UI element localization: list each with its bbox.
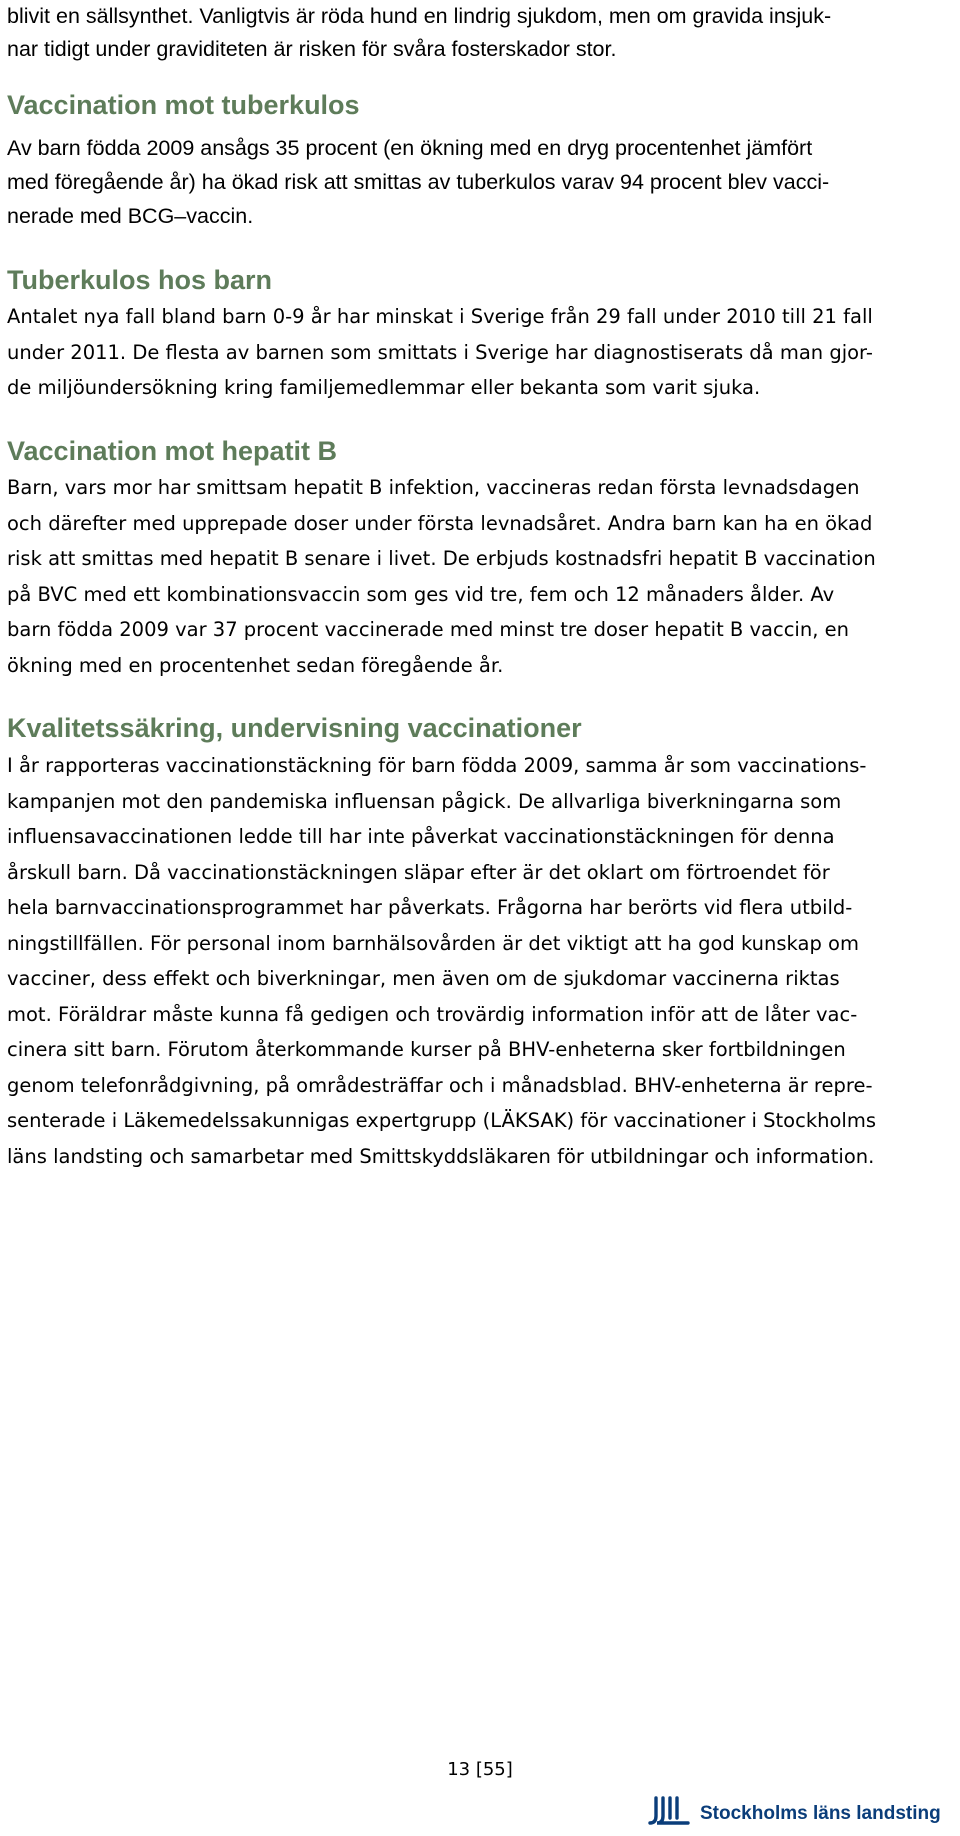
text-line: de miljöundersökning kring familjemedlemmar eller bekanta som varit sjuka. — [7, 376, 761, 399]
section-heading-hepatit-b: Vaccination mot hepatit B — [7, 436, 338, 466]
section-paragraph — [7, 470, 876, 683]
section-paragraph — [7, 299, 873, 406]
section-paragraph — [7, 748, 876, 1174]
text-line: cinera sitt barn. Förutom återkommande kurser på BHV-enheterna sker fortbildningen — [7, 1038, 846, 1061]
organization-logo — [648, 1796, 941, 1831]
text-line: årskull barn. Då vaccinationstäckningen släpar efter är det oklart om förtroendet för — [7, 860, 830, 884]
intro-paragraph — [7, 0, 831, 66]
text-line: I år rapporteras vaccinationstäckning för barn födda 2009, samma år som vaccinations- — [7, 754, 867, 777]
section-heading-kvalitetssakring: Kvalitetssäkring, undervisning vaccinationer — [7, 713, 582, 743]
text-line: Antalet nya fall bland barn 0-9 år har minskat i Sverige från 29 fall under 2010 till 21 fall — [7, 305, 873, 328]
page-number: 13 [55] — [447, 1759, 513, 1780]
text-line: kampanjen mot den pandemiska influensan pågick. De allvarliga biverkningarna som — [7, 789, 842, 813]
text-line: Barn, vars mor har smittsam hepatit B infektion, vaccineras redan första levnadsdagen — [7, 476, 860, 499]
text-line: läns landsting och samarbetar med Smittskyddsläkaren för utbildningar och information. — [7, 1144, 875, 1168]
text-line: influensavaccinationen ledde till har inte påverkat vaccinationstäckningen för denna — [7, 825, 835, 848]
text-line: nar tidigt under graviditeten är risken för svåra fosterskador stor. — [7, 37, 617, 61]
text-line: senterade i Läkemedelssakunnigas expertgrupp (LÄKSAK) för vaccinationer i Stockholms — [7, 1109, 876, 1132]
text-line: vacciner, dess effekt och biverkningar, men även om de sjukdomar vaccinerna riktas — [7, 967, 840, 990]
text-line: ökning med en procentenhet sedan föregående år. — [7, 653, 504, 677]
text-line: under 2011. De flesta av barnen som smittats i Sverige har diagnostiserats då man gjor- — [7, 340, 873, 364]
text-line: barn födda 2009 var 37 procent vaccinerade med minst tre doser hepatit B vaccin, en — [7, 618, 849, 641]
logo-text: Stockholms läns landsting — [700, 1802, 941, 1824]
text-line: mot. Föräldrar måste kunna få gedigen och trovärdig information inför att de låter vac- — [7, 1002, 858, 1026]
text-line: Av barn födda 2009 ansågs 35 procent (en ökning med en dryg procentenhet jämfört — [7, 136, 813, 160]
text-line: på BVC med ett kombinationsvaccin som ges vid tre, fem och 12 månaders ålder. Av — [7, 582, 835, 606]
text-line: och därefter med upprepade doser under första levnadsåret. Andra barn kan ha en ökad — [7, 511, 873, 535]
sll-logo-icon — [648, 1796, 692, 1831]
text-line: med föregående år) ha ökad risk att smittas av tuberkulos varav 94 procent blev vacci- — [7, 170, 830, 194]
section-heading-tuberkulos-vaccination: Vaccination mot tuberkulos — [7, 90, 360, 120]
text-line: ningstillfällen. För personal inom barnhälsovården är det viktigt att ha god kunskap om — [7, 931, 859, 955]
section-heading-tuberkulos-barn: Tuberkulos hos barn — [7, 265, 273, 295]
text-line: blivit en sällsynthet. Vanligtvis är röda hund en lindrig sjukdom, men om gravida insjuk- — [7, 4, 832, 28]
text-line: hela barnvaccinationsprogrammet har påverkats. Frågorna har berörts vid flera utbild- — [7, 896, 853, 919]
text-line: risk att smittas med hepatit B senare i livet. De erbjuds kostnadsfri hepatit B vaccination — [7, 547, 876, 570]
text-line: nerade med BCG–vaccin. — [7, 204, 254, 228]
section-paragraph — [7, 131, 829, 233]
text-line: genom telefonrådgivning, på områdesträffar och i månadsblad. BHV-enheterna är repre- — [7, 1073, 873, 1097]
